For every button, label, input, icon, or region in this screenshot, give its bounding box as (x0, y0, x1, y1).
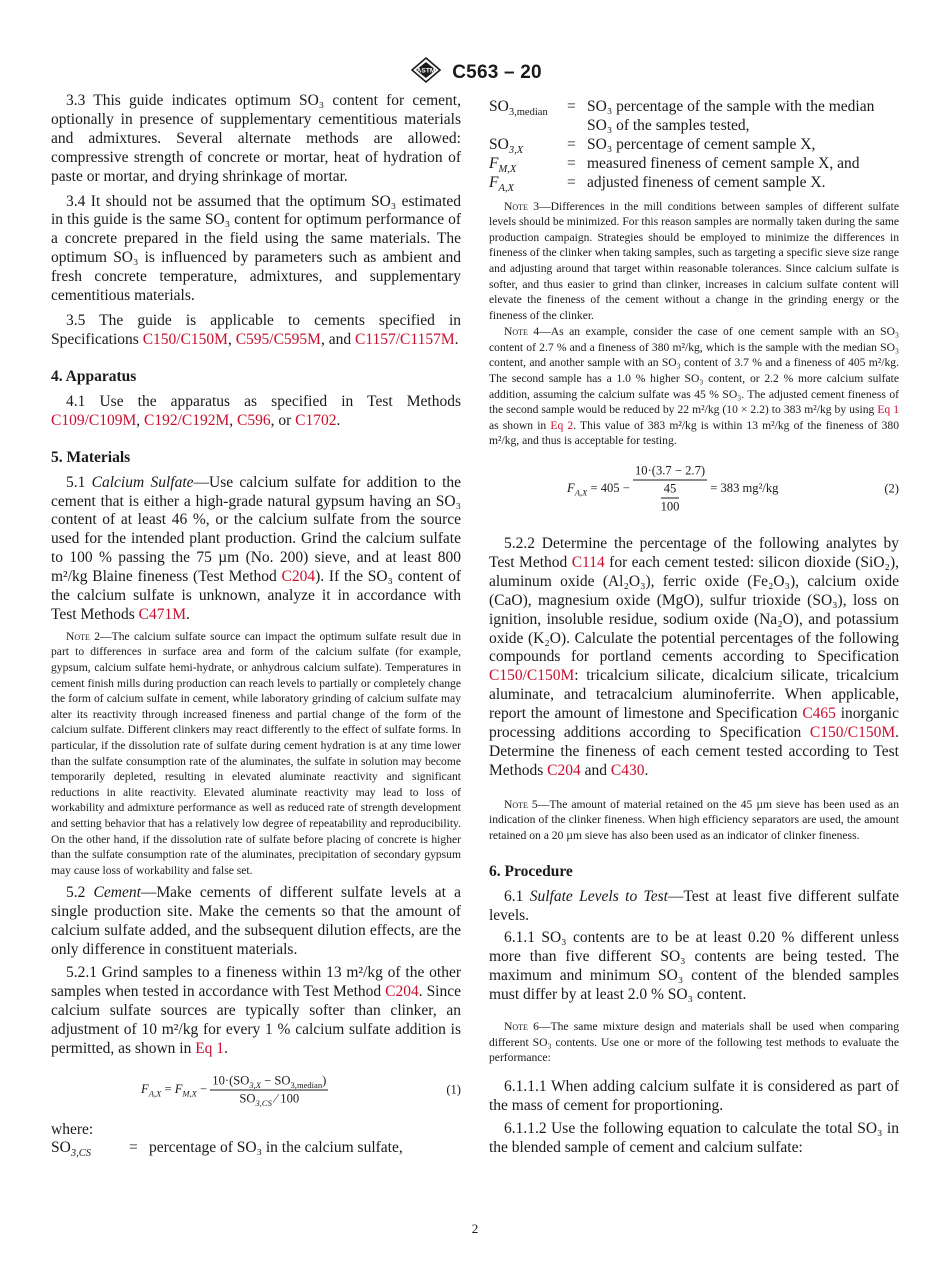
svg-text:ASTM: ASTM (416, 67, 436, 75)
link-c114[interactable]: C114 (571, 553, 605, 571)
note-2: Note 2—The calcium sulfate source can impact the optimum sulfate result due in part to differences in surface area and form of the calcium sulfate (for example, gypsum, calcium sulfate hemi-hydrate, or anhydrous calcium sulfate). Temperatures in cement finish mills during production can reach levels to partially or completely change the form of calcium sulfate in cement, while laboratory grinding of calcium sulfate may alter its reactivity through increased fineness and partial change of the form of the calcium sulfate. Different clinkers may react differently to the effect of sulfate forms. In particular, if the dissolution rate of sulfate during cement hydration is at any time lower than the sulfate consumption rate of the aluminates, the sulfate in solution may become temporarily depleted, resulting in elevated aluminate reactivity and significant reductions in alite reactivity. Elevated aluminate reactivity may lead to loss of workability and admixture performance as well as reduced rate of strength development and setting behavior that has a relatively low degree of repeatability and reproducibility. On the other hand, if the dissolution rate of sulfate before placing of concrete is higher than the sulfate consumption rate of the aluminates, precipitation of secondary gypsum may cause loss of workability and false set. (51, 629, 461, 877)
link-c150-b[interactable]: C150/C150M (489, 667, 575, 685)
heading-procedure: 6. Procedure (489, 862, 573, 880)
link-c596[interactable]: C596 (237, 411, 271, 429)
link-c204-c[interactable]: C204 (547, 761, 581, 779)
link-c150-c[interactable]: C150/C150M (809, 724, 896, 742)
definition-so3-cs: $SO_{3,CS}$ = percentage of SO₃ in the calcium sulfate, (51, 1139, 403, 1160)
link-c109[interactable]: C109/C109M (51, 411, 137, 429)
definition-so3-x: $SO_{3,X}$ = SO₃ percentage of cement sample X, (489, 135, 816, 156)
right-column (489, 98, 899, 1157)
definition-fax: $F_{A,X}$ = adjusted fineness of cement sample X. (489, 173, 826, 194)
equation-1-number: (1) (446, 1082, 461, 1096)
para-3-4: 3.4 It should not be assumed that the optimum SO₃ estimated in this guide is the same SO₃ content for optimum performance of a concrete prepared in the field using the same materials. The optimum SO₃ is influenced by parameters such as ambient and fresh concrete temperature, admixtures, and supplementary cementitious materials. (51, 192, 461, 305)
link-c192[interactable]: C192/C192M (144, 411, 230, 429)
para-5-2-1: 5.2.1 Grind samples to a fineness within 13 m²/kg of the other samples when tested in accordance with Test Method C204. Since calcium sulfate sources are typically softer than clinker, an adjustment of 10 m²/kg for every 1 % calcium sulfate addition is permitted, as shown in Eq 1. (51, 963, 461, 1057)
standard-designation: C563 – 20 (452, 61, 542, 83)
link-eq2[interactable]: Eq 2 (550, 418, 574, 432)
link-eq1[interactable]: Eq 1 (195, 1039, 225, 1057)
link-c595[interactable]: C595/C595M (235, 330, 321, 348)
para-6-1-1: 6.1.1 SO₃ contents are to be at least 0.20 % different unless more than five different SO₃ contents are being tested. The maximum and minimum SO₃ content of the blended samples must differ by at least 2.0 % SO₃ content. (489, 929, 899, 1004)
para-4-1: 4.1 Use the apparatus as specified in Test Methods C109/C109M, C192/C192M, C596, or C1702. (51, 392, 461, 429)
link-c465[interactable]: C465 (802, 705, 836, 723)
para-5-1: 5.1 Calcium Sulfate—Use calcium sulfate for addition to the cement that is either a high-grade natural gypsum having an SO₃ content of at least 46 %, or the calcium sulfate from the source used for the intended plant production. Grind the calcium sulfate to 100 % passing the 75 µm (No. 200) sieve, and at least 800 m²/kg Blaine fineness (Test Method C204). If the SO₃ content of the calcium sulfate is unknown, analyze it in accordance with Test Methods C471M. (51, 473, 462, 623)
link-eq1-b[interactable]: Eq 1 (877, 403, 900, 417)
para-6-1: 6.1 Sulfate Levels to Test—Test at least five different sulfate levels. (489, 887, 900, 924)
para-3-3: 3.3 This guide indicates optimum SO₃ content for cement, optionally in presence of supplementary cementitious materials and admixtures. Several alternate methods are allowed: compressive strength of concrete or mortar, heat of hydration of paste or mortar, and drying shrinkage of mortar. (51, 92, 461, 185)
link-c150[interactable]: C150/C150M (142, 330, 228, 348)
page-number: 2 (471, 1221, 479, 1236)
para-5-2: 5.2 Cement—Make cements of different sulfate levels at a single production site. Make the cements so that the amount of calcium sulfate added, and the subsequent dilution effects, are the only difference in constituent materials. (51, 884, 462, 959)
note-5: Note 5—The amount of material retained on the 45 µm sieve has been used as an indication of the clinker fineness. When high efficiency separators are used, the amount retained on a 20 µm sieve has also been used as an indicator of clinker fineness. (489, 797, 899, 842)
link-c430[interactable]: C430 (610, 761, 645, 779)
link-c204-b[interactable]: C204 (385, 982, 419, 1000)
para-6-1-1-2: 6.1.1.2 Use the following equation to calculate the total SO₃ in the blended sample of cement and calcium sulfate: (489, 1119, 899, 1156)
astm-logo-icon (408, 56, 444, 89)
para-6-1-1-1: 6.1.1.1 When adding calcium sulfate it is considered as part of the mass of cement for proportioning. (489, 1077, 899, 1114)
definition-so3-median: $SO_{3,median}$ = SO₃ percentage of the sample with the median SO₃ of the samples tested, (489, 98, 875, 134)
note-3: Note 3—Differences in the mill conditions between samples of different sulfate levels should be minimized. For this reason samples are normally taken during the same production campaign. Strategies should be employed to minimize the differences in fineness of the clinker when taking samples, such as targeting a specific sieve size range and adjusting around that target within reasonable tolerances. Since calcium sulfate is softer, and thus easier to grind than clinker, increases in calcium sulfate content will elevate the fineness of the cement without a change in the grinding energy or the fineness of the clinker. (489, 199, 899, 322)
para-3-5: 3.5 The guide is applicable to cements specified in Specifications C150/C150M, C595/C595M, and C1157/C1157M. (51, 311, 461, 348)
definition-fmx: $F_{M,X}$ = measured fineness of cement sample X, and (489, 154, 860, 175)
where-label: where: (51, 1120, 94, 1138)
note-6: Note 6—The same mixture design and materials shall be used when comparing different SO₃ contents. Use one or more of the following test methods to evaluate the performance: (489, 1020, 899, 1065)
link-c1157[interactable]: C1157/C1157M (354, 330, 455, 348)
para-5-2-2: 5.2.2 Determine the percentage of the following analytes by Test Method C114 for each cement tested: silicon dioxide (SiO₂), aluminum oxide (Al₂O₃), ferric oxide (Fe₂O₃), calcium oxide (CaO), magnesium oxide (MgO), sulfur trioxide (SO₃), loss on ignition, insoluble residue, sodium oxide (Na₂O), and potassium oxide (K₂O). Calculate the potential percentages of the following compounds for portland cements according to Specification C150/C150M: tricalcium silicate, dicalcium silicate, tricalcium aluminate, and tetracalcium aluminoferrite. When applicable, report the amount of limestone and Specification C465 inorganic processing additions according to Specification C150/C150M. Determine the fineness of each cement tested according to Test Methods C204 and C430. (489, 535, 899, 779)
left-column (51, 92, 461, 1158)
link-c471m[interactable]: C471M (138, 605, 186, 623)
page-header (0, 56, 950, 89)
equation-2: $F_{A,X} = 405$ − $\frac{10\cdot(3.7 - 2.7)}{\frac{45}{100}}$ = 383 mg²/kg (2) (567, 463, 899, 514)
link-c204[interactable]: C204 (281, 568, 316, 586)
heading-materials: 5. Materials (51, 448, 131, 466)
heading-apparatus: 4. Apparatus (51, 367, 137, 385)
equation-2-number: (2) (884, 481, 899, 496)
note-4: Note 4—As an example, consider the case of one cement sample with an SO₃ content of 2.7 % and a fineness of 380 m²/kg, which is the sample with the median SO₃ content, and another sample with an SO₃ content of 3.7 % and a fineness of 405 m²/kg. The second sample has a 1.0 % higher SO₃ content, or 2.2 % more calcium sulfate addition, assuming the calcium sulfate was 45 % SO₃. The adjusted cement fineness of the second sample would be reduced by 22 m²/kg (10 × 2.2) to 383 m²/kg by using Eq 1 as shown in Eq 2. This value of 383 m²/kg is within 13 m²/kg of the fineness of 380 m²/kg, and thus is acceptable for testing. (489, 325, 900, 448)
equation-1: $F_{A,X} = F_{M,X}$ − $\frac{10\cdot(SO_{3,X} - SO_{3,median})}{SO_{3,CS} ⁄ 100}$ (1) (141, 1073, 461, 1108)
definitions-list (489, 98, 899, 193)
link-c1702[interactable]: C1702 (295, 411, 337, 429)
